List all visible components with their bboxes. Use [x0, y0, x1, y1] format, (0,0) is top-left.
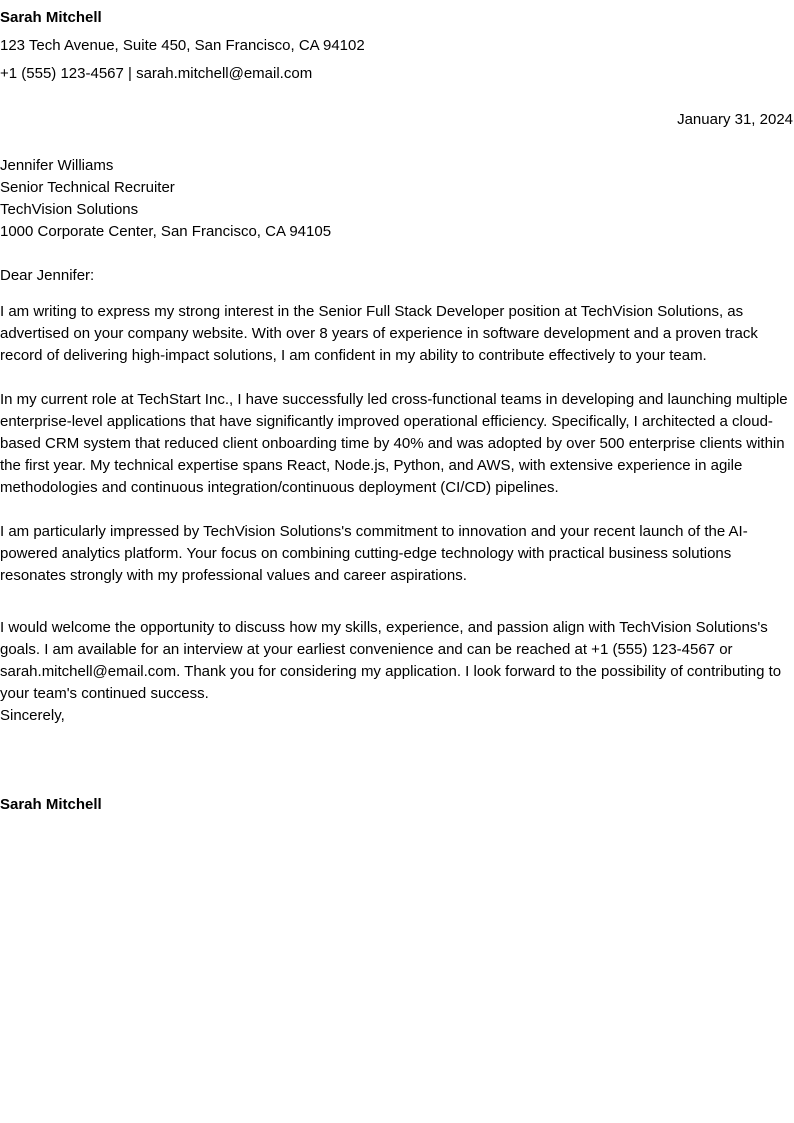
recipient-name: Jennifer Williams — [0, 157, 114, 174]
recipient-title: Senior Technical Recruiter — [0, 179, 175, 196]
body-paragraph-1: I am writing to express my strong interest in the Senior Full Stack Developer position at TechVision Solutions, as advertised on your company website. With over 8 years of experience in software development and a proven track record of delivering high-impact solutions, I am confident in my ability to contribute effectively to your team. — [0, 303, 758, 364]
body-paragraph-2: In my current role at TechStart Inc., I have successfully led cross-functional teams in developing and launching multiple enterprise-level applications that have significantly improved operational efficiency. Specifically, I architected a cloud-based CRM system that reduced client onboarding time by 40% and was adopted by over 500 enterprise clients within the first year. My technical expertise spans React, Node.js, Python, and AWS, with extensive experience in agile methodologies and continuous integration/continuous deployment (CI/CD) pipelines. — [0, 391, 788, 496]
sender-name: Sarah Mitchell — [0, 9, 102, 26]
sender-header — [0, 0, 794, 85]
closing-block — [0, 705, 794, 816]
sender-contact: +1 (555) 123-4567 | sarah.mitchell@email.com — [0, 65, 313, 82]
body-paragraph-4: I would welcome the opportunity to discuss how my skills, experience, and passion align with TechVision Solutions's goals. I am available for an interview at your earliest convenience and can be reached at +1 (555) 123-4567 or sarah.mitchell@email.com. Thank you for considering my application. I look forward to the possibility of contributing to your team's continued success. — [0, 619, 782, 702]
recipient-address: 1000 Corporate Center, San Francisco, CA 94105 — [0, 223, 332, 240]
letter-date: January 31, 2024 — [677, 111, 793, 128]
recipient-block — [0, 155, 794, 243]
body-paragraph-3: I am particularly impressed by TechVision Solutions's commitment to innovation and your recent launch of the AI-powered analytics platform. Your focus on combining cutting-edge technology with practical business solutions resonates strongly with my professional values and career aspirations. — [0, 523, 748, 584]
letter-body — [0, 301, 794, 705]
greeting-line: Dear Jennifer: — [0, 267, 95, 284]
closing-salutation: Sincerely, — [0, 707, 65, 724]
sender-address: 123 Tech Avenue, Suite 450, San Francisco, CA 94102 — [0, 37, 365, 54]
recipient-company: TechVision Solutions — [0, 201, 139, 218]
signature-name: Sarah Mitchell — [0, 796, 102, 813]
